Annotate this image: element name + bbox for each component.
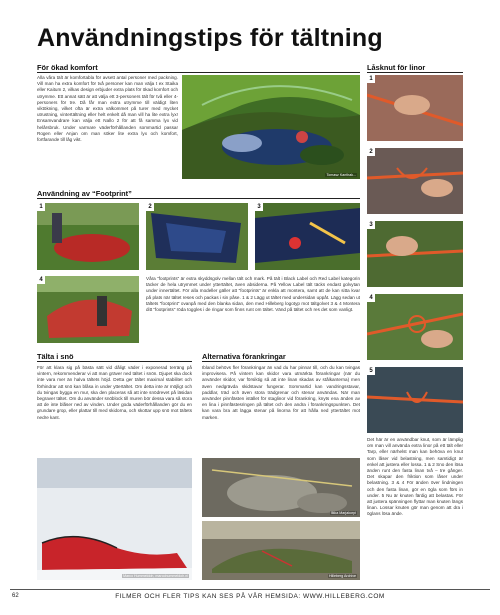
step-4-badge: 4 <box>37 276 45 284</box>
anchoring-tent-photo <box>202 521 360 580</box>
anchoring-rock-photo <box>202 458 360 517</box>
footer-text: FILMER OCH FLER TIPS KAN SES PÅ VÅR HEMSIDA: WWW.HILLEBERG.COM <box>115 593 385 600</box>
comfort-photo-credit: Tomasz Kanthak... <box>326 173 356 177</box>
anchoring-photo-credit-top: Ilkka Marjakorpi <box>330 511 356 515</box>
footprint-rule <box>37 198 360 199</box>
anchoring-photo-credit-bottom: Hilleberg Archive <box>329 574 356 578</box>
knot-step-4-badge: 4 <box>367 294 375 302</box>
knot-text: Det här är en användbar knut, som är lämplig om man vill använda extra linor på ett tält eller Tarp, eller närhelst man kan behöva en knut som låser vid belastning, men samtidigt är enkel att justera eller lossa. 1 & 2 Sno den lösa änden runt den fasta linan två – tre gånger. Det skapar den friktion som låser under belastning. 3 & 4 För änden över lindningen och den fasta linan, gör en ögla som förs in under. 5 Nu är knuten färdig att belastas. För att justera spänningen flyttar man knuten längs linan. Lossar knuten gör man genom att dra i öglans lösa ände. <box>367 437 463 517</box>
footprint-step-4-photo <box>37 276 139 343</box>
knot-step-2-photo <box>367 148 463 214</box>
knot-rule <box>367 72 463 73</box>
knot-step-3-badge: 3 <box>367 221 375 229</box>
knot-step-1-photo <box>367 75 463 141</box>
snow-text: För att klara sig på bästa sätt vid dåligt väder i exponerad terräng på vintern, rekommenderar vi att man gräver ned tältet i snön. Djupet ska dock inte vara mer än halva tältets höjd. Detta ger tältet maximal stabilitet och förhindrar att snö kan blåsa in under yttertältet. Om detta inte är möjligt och du tvingas bygga en mur, ska den placeras så att inte snödrevet på läsidan begraver tältet. Om du använder snöblock till muren bör dessa vara så stora att de inte blåser ned av vinden. Under goda väderförhållanden gör du en grundare grop, eller plattar till med skidorna, och skottar upp snö mot tältets nedre kant. <box>37 365 192 420</box>
comfort-rule <box>37 72 360 73</box>
snow-heading: Tälta i snö <box>37 352 74 361</box>
tent-interior-photo <box>182 75 360 179</box>
footprint-step-1-photo <box>37 203 139 270</box>
footprint-step-2-photo <box>146 203 248 270</box>
anchoring-text: Ibland behövs fler förankringar än vad du har pinnar till, och du kan tvingas improvisera. På vintern kan skidor vara utmärkta förankringar (när du använder skidor, var försiktig så att inte linan skadas av stålkanterna) men även nedgrävda skidstavar fungerar. Sommartid kan vandringsstavar, paddlar, träd och även stora trädgrenar och stenar användas. När man använder pinnfästen istället för staglinor vid förankring, knyts ena änden av en lina i pinnfästesringen på tältet och den andra i förankringspunkten. Det kan vara bra att lägga stenar på linorna för att hålla ned yttertältet mot marken. <box>202 365 360 420</box>
snow-photo-credit: Marco Hummeldoh, marcohummeldoh.nl <box>123 574 188 578</box>
comfort-heading: För ökad komfort <box>37 63 98 72</box>
step-1-badge: 1 <box>37 203 45 211</box>
knot-step-3-photo <box>367 221 463 287</box>
anchoring-heading: Alternativa förankringar <box>202 352 286 361</box>
page-title: Användningstips för tältning <box>37 24 383 52</box>
knot-step-5-badge: 5 <box>367 367 375 375</box>
snow-tent-photo <box>37 458 192 580</box>
snow-rule <box>37 361 192 362</box>
footprint-step-3-photo <box>255 203 360 270</box>
page-number: 62 <box>12 593 19 599</box>
knot-step-1-badge: 1 <box>367 75 375 83</box>
step-2-badge: 2 <box>146 203 154 211</box>
anchoring-rule <box>202 361 360 362</box>
step-3-badge: 3 <box>255 203 263 211</box>
comfort-text: Alla våra tält är komfortabla för avsett antal personer med packning. Vill man ha extra komfort för två personer kan man välja t ex Staika eller Kaitum 2, vilkas design erbjuder extra plats för ökad komfort och utrymme. Ett annat sätt är att välja ett 3-personers tält för två eller 4-personers för tre. Då får man extra utrymme till väldigt liten viktökning, vilket ofta är extra välkommet på turer med mycket utrustning, vintertältning eller helt enkelt då man vill ha lite extra lyx! Ensamvandrare kan välja ett Nallo 2 för att få samma lyx vid helårsbruk. Under varmare väderförhållanden sommartid passar Rogen eller Anjan om man söker lite extra lyx och komfort, fortfarande till låg vikt. <box>37 75 178 143</box>
knot-step-5-photo <box>367 367 463 433</box>
footer-rule <box>10 589 490 590</box>
knot-heading: Låsknut för linor <box>367 63 426 72</box>
knot-step-4-photo <box>367 294 463 360</box>
footprint-heading: Användning av “Footprint” <box>37 189 132 198</box>
footprint-text: Våra “footprints” är extra skyddsgolv mellan tält och mark. På tält i Black Label och Red Label kategorin täcker de hela utrymmet under yttertältet, även absiderna. På Yellow Label tält täcks endast golvytan under innertältet. För alla modeller gäller att “footprints” är enkla att montera, samt att de kan sitta kvar på plats när tältet reses och packas i sin påse. 1 & 2 Lägg ut tältet med undersidan uppåt. Lägg sedan ut tältets “footprint” ovanpå med den blanka sidan, den med Hilleberg logotyp mot tältgolvet 3 & 4 Montera ditt “footprints” röda toggles i de ringar som finns runt om tältet. Vänd på tältet och res det som vanligt. <box>146 276 360 313</box>
knot-step-2-badge: 2 <box>367 148 375 156</box>
